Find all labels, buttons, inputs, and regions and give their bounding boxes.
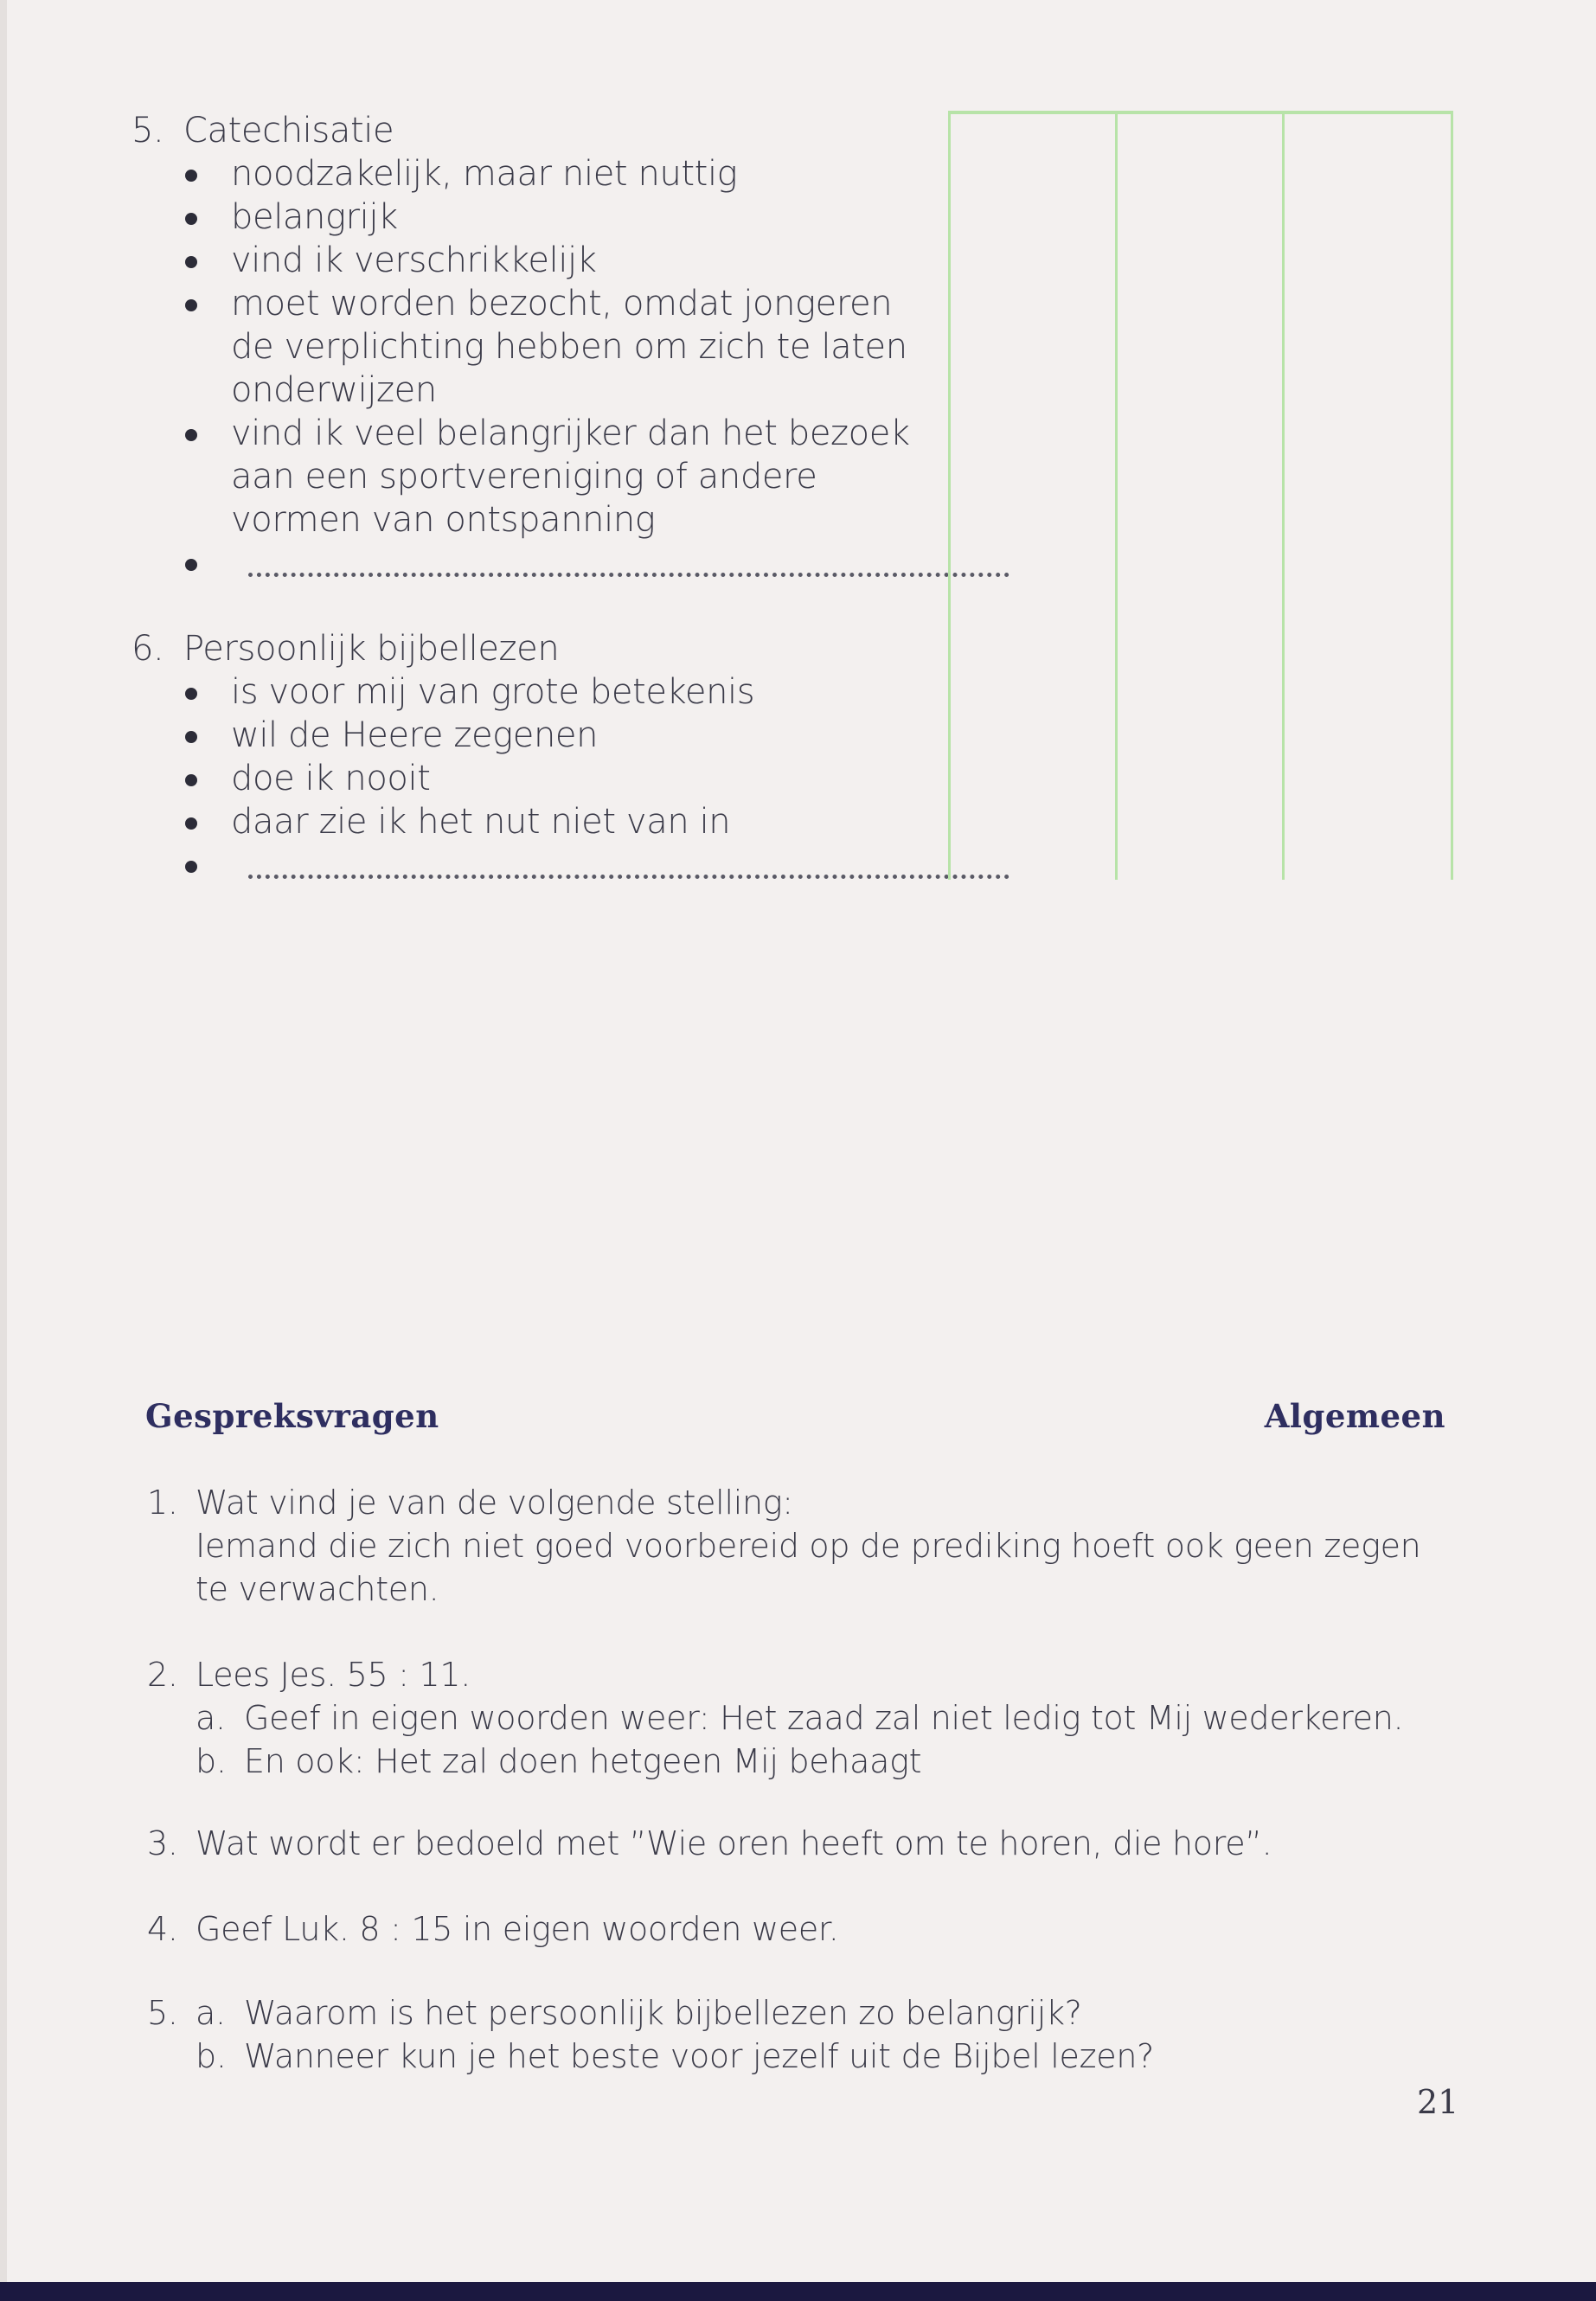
option-item: wil de Heere zegenen xyxy=(131,714,910,757)
option-item: moet worden bezocht, omdat jongeren de verplichting hebben om zich te laten onderwijzen xyxy=(131,282,910,412)
option-item: doe ik nooit xyxy=(131,757,910,800)
discussion-question-5 xyxy=(147,1991,1462,2078)
sub-question-text: En ook: Het zal doen hetgeen Mij behaagt xyxy=(244,1742,922,1780)
question-title xyxy=(131,109,910,152)
heading-gespreksvragen: Gespreksvragen xyxy=(145,1397,439,1435)
heading-algemeen: Algemeen xyxy=(1264,1397,1445,1435)
grid-line xyxy=(1282,114,1285,880)
option-item: vind ik verschrikkelijk xyxy=(131,239,910,282)
option-item: vind ik veel belangrijker dan het bezoek aan een sportvereniging of andere vormen van ontspanning xyxy=(131,412,910,542)
sub-question-text: Waarom is het persoonlijk bijbellezen zo belangrijk? xyxy=(244,1994,1082,2032)
option-item: is voor mij van grote betekenis xyxy=(131,670,910,714)
question-number: 5. xyxy=(131,111,164,151)
dotted-answer-line xyxy=(248,573,1010,577)
sub-question-label: b. xyxy=(195,2037,227,2075)
discussion-question-3 xyxy=(147,1822,1462,1865)
option-list xyxy=(131,152,910,585)
sub-question-text: Wanneer kun je het beste voor jezelf uit de Bijbel lezen? xyxy=(244,2037,1154,2075)
question-text: Geef Luk. 8 : 15 in eigen woorden weer. xyxy=(195,1910,839,1948)
question-number: 5. xyxy=(147,1994,178,2032)
sub-question-b xyxy=(195,2035,1462,2078)
question-text: Wat vind je van de volgende stelling: xyxy=(195,1484,793,1522)
dotted-answer-line xyxy=(248,875,1010,879)
question-statement: Iemand die zich niet goed voorbereid op de prediking hoeft ook geen zegen te verwachten. xyxy=(195,1527,1421,1608)
question-number: 1. xyxy=(147,1484,178,1522)
option-item: daar zie ik het nut niet van in xyxy=(131,800,910,843)
grid-line xyxy=(1115,114,1118,880)
questionnaire-item-5 xyxy=(131,109,910,585)
question-text: Wat wordt er bedoeld met ”Wie oren heeft om te horen, die hore”. xyxy=(195,1824,1272,1862)
question-number: 2. xyxy=(147,1656,178,1694)
option-blank xyxy=(131,843,910,887)
option-item: noodzakelijk, maar niet nuttig xyxy=(131,152,910,195)
discussion-question-2 xyxy=(147,1653,1462,1783)
question-body xyxy=(195,1481,1462,1611)
sub-question-label: a. xyxy=(195,1994,226,2032)
sub-question-a xyxy=(195,1991,1462,2035)
option-blank xyxy=(131,542,910,585)
question-body xyxy=(195,1991,1462,2078)
sub-question-b xyxy=(195,1740,1462,1783)
discussion-question-4 xyxy=(147,1907,1462,1951)
page-left-edge xyxy=(0,0,7,2282)
sub-question-label: a. xyxy=(195,1699,226,1737)
grid-line xyxy=(1451,114,1453,880)
bottom-scan-edge xyxy=(0,2282,1596,2301)
question-title-text: Persoonlijk bijbellezen xyxy=(183,629,560,669)
sub-question-label: b. xyxy=(195,1742,227,1780)
page-number: 21 xyxy=(1417,2083,1459,2121)
question-number: 4. xyxy=(147,1910,178,1948)
question-title xyxy=(131,627,910,670)
question-text: Lees Jes. 55 : 11. xyxy=(195,1656,471,1694)
question-body xyxy=(195,1653,1462,1783)
sub-question-a xyxy=(195,1696,1462,1740)
questionnaire-item-6 xyxy=(131,627,910,887)
question-number: 6. xyxy=(131,629,164,669)
grid-line xyxy=(948,114,951,880)
question-number: 3. xyxy=(147,1824,178,1862)
option-item: belangrijk xyxy=(131,195,910,239)
answer-grid xyxy=(948,111,1453,880)
question-title-text: Catechisatie xyxy=(183,111,394,151)
discussion-question-1 xyxy=(147,1481,1462,1611)
option-list xyxy=(131,670,910,887)
sub-question-text: Geef in eigen woorden weer: Het zaad zal niet ledig tot Mij wederkeren. xyxy=(244,1699,1404,1737)
